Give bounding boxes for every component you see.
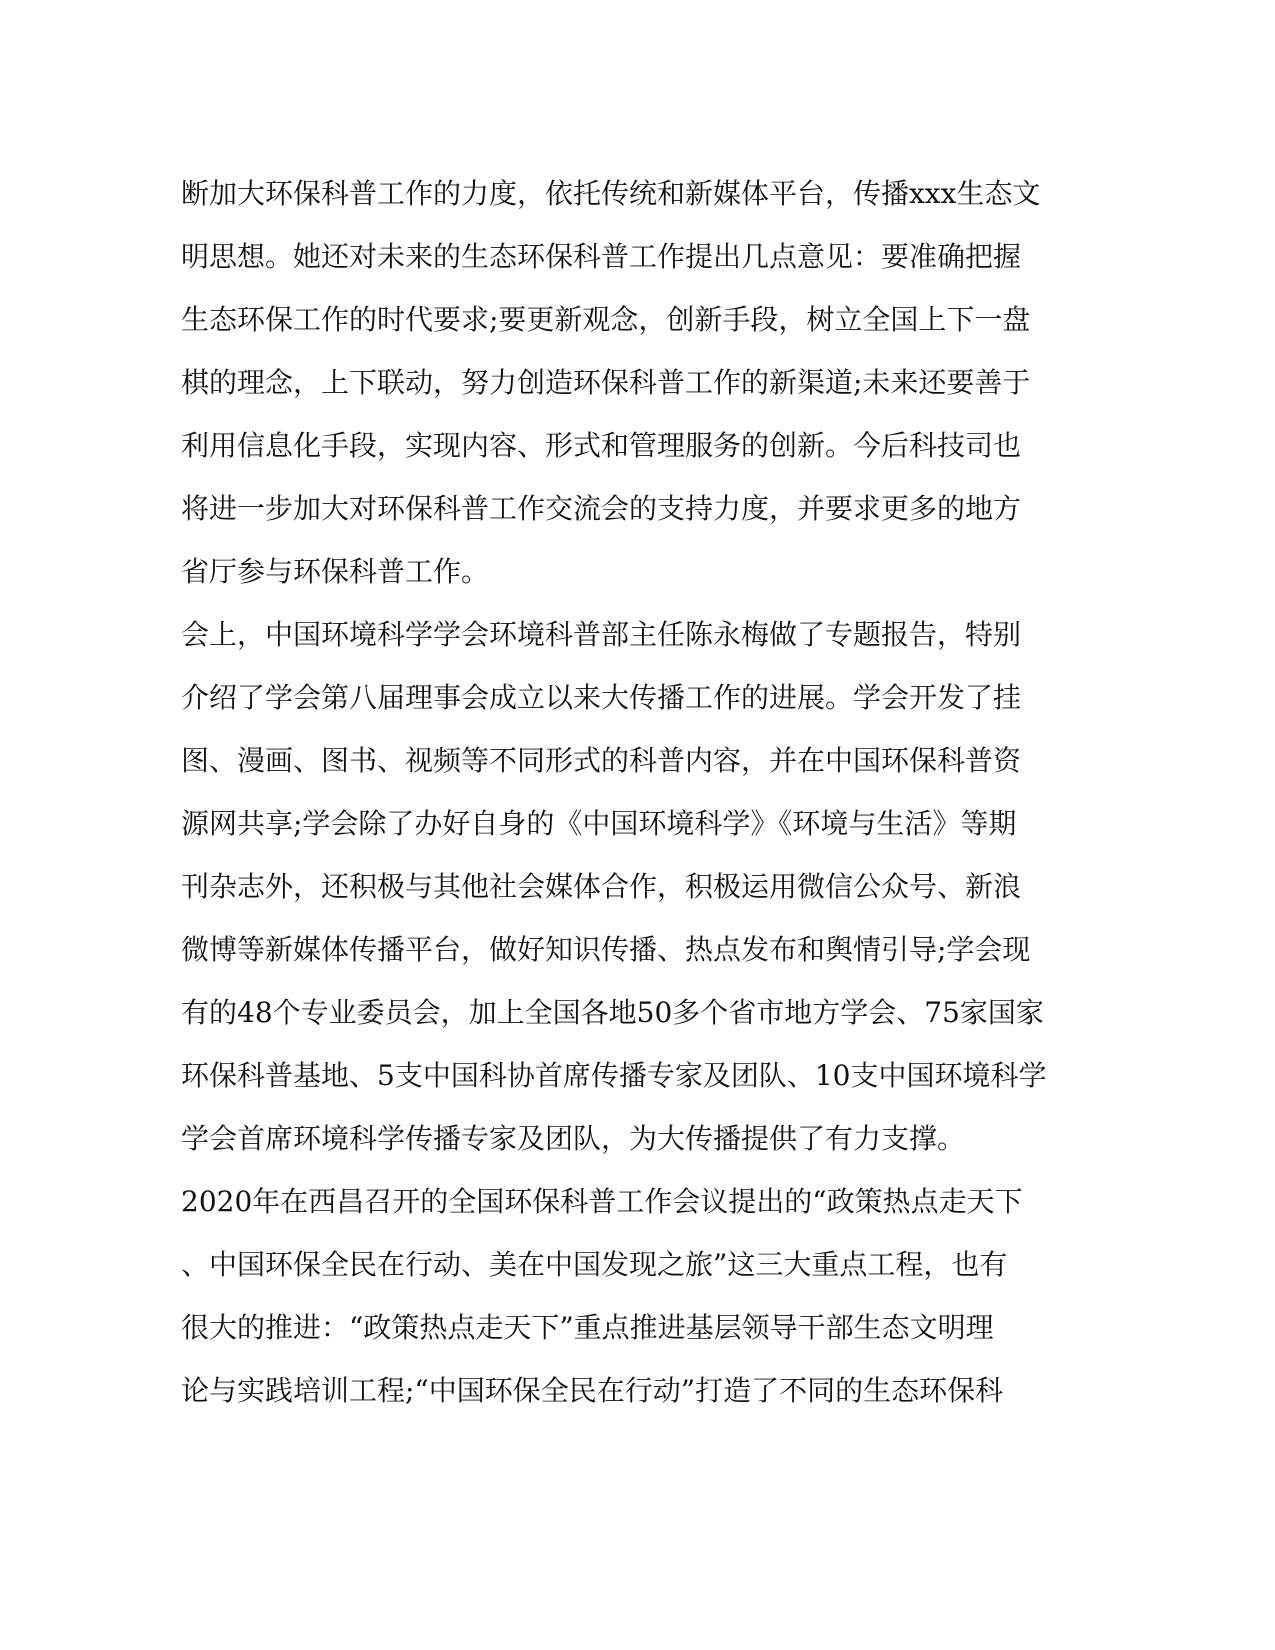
text-line: 、中国环保全民在行动、美在中国发现之旅”这三大重点工程，也有 (181, 1248, 1008, 1281)
text-line: 微博等新媒体传播平台，做好知识传播、热点发布和舆情引导;学会现 (181, 933, 1031, 966)
text-line: 环保科普基地、5支中国科协首席传播专家及团队、10支中国环境科学 (181, 1059, 1047, 1092)
text-line: 将进一步加大对环保科普工作交流会的支持力度，并要求更多的地方 (181, 492, 1022, 525)
text-line: 论与实践培训工程;“中国环保全民在行动”打造了不同的生态环保科 (181, 1374, 1004, 1407)
text-line: 有的48个专业委员会，加上全国各地50多个省市地方学会、75家国家 (181, 996, 1044, 1029)
text-line: 生态环保工作的时代要求;要更新观念，创新手段，树立全国上下一盘 (181, 303, 1031, 336)
text-line: 源网共享;学会除了办好自身的《中国环境科学》《环境与生活》等期 (181, 807, 1017, 840)
text-line: 2020年在西昌召开的全国环保科普工作会议提出的“政策热点走天下 (181, 1185, 1023, 1218)
text-line: 断加大环保科普工作的力度，依托传统和新媒体平台，传播xxx生态文 (181, 177, 1041, 210)
text-line: 棋的理念，上下联动，努力创造环保科普工作的新渠道;未来还要善于 (181, 366, 1031, 399)
text-line: 省厅参与环保科普工作。 (181, 555, 490, 588)
text-line: 图、漫画、图书、视频等不同形式的科普内容，并在中国环保科普资 (181, 744, 1022, 777)
text-line: 很大的推进：“政策热点走天下”重点推进基层领导干部生态文明理 (181, 1311, 994, 1344)
text-line: 利用信息化手段，实现内容、形式和管理服务的创新。今后科技司也 (181, 429, 1022, 462)
text-line: 会上，中国环境科学学会环境科普部主任陈永梅做了专题报告，特别 (181, 618, 1022, 651)
text-line: 刊杂志外，还积极与其他社会媒体合作，积极运用微信公众号、新浪 (181, 870, 1022, 903)
document-body (181, 162, 1047, 1422)
text-line: 明思想。她还对未来的生态环保科普工作提出几点意见：要准确把握 (181, 240, 1022, 273)
text-line: 介绍了学会第八届理事会成立以来大传播工作的进展。学会开发了挂 (181, 681, 1022, 714)
text-line: 学会首席环境科学传播专家及团队，为大传播提供了有力支撑。 (181, 1122, 966, 1155)
